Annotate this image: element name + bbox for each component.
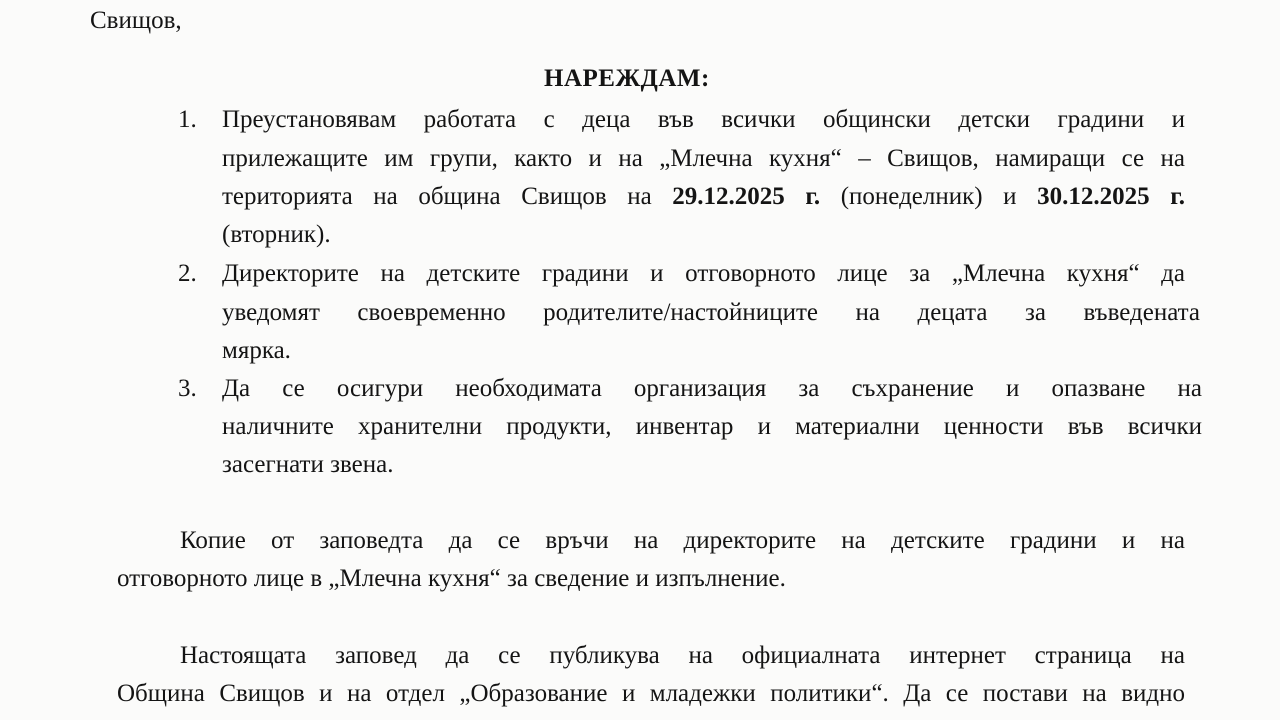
paragraph-line: отговорното лице в „Млечна кухня“ за сведение и изпълнение.: [117, 565, 786, 592]
item-line: Преустановявам работата с деца във всички общински детски градини и: [222, 106, 1185, 133]
item-line: Директорите на детските градини и отговорното лице за „Млечна кухня“ да: [222, 260, 1185, 287]
item-line-with-dates: [222, 184, 1185, 209]
item-text: територията на община Свищов на: [222, 183, 673, 210]
paragraph-line: Настоящата заповед да се публикува на официалната интернет страница на: [180, 642, 1185, 669]
item-line: уведомят своевременно родителите/настойниците на децата за въведената: [222, 299, 1200, 326]
item-line: засегнати звена.: [222, 451, 394, 478]
item-line: мярка.: [222, 337, 291, 364]
item-line: Да се осигури необходимата организация за съхранение и опазване на: [222, 375, 1202, 402]
item-line: прилежащите им групи, както и на „Млечна кухня“ – Свищов, намиращи се на: [222, 145, 1185, 172]
item-text: (понеделник) и: [820, 183, 1038, 210]
item-line: наличните хранителни продукти, инвентар и материални ценности във всички: [222, 413, 1202, 440]
order-title: НАРЕЖДАМ:: [544, 65, 710, 92]
item-number: 3.: [178, 375, 197, 402]
item-number: 2.: [178, 260, 197, 287]
date-highlight: 30.12.2025 г.: [1037, 183, 1185, 210]
paragraph-line: Копие от заповедта да се връчи на директорите на детските градини и на: [180, 527, 1185, 554]
item-line: (вторник).: [222, 221, 331, 248]
date-highlight: 29.12.2025 г.: [672, 183, 821, 210]
paragraph-line: Община Свищов и на отдел „Образование и младежки политики“. Да се постави на видно: [117, 680, 1185, 707]
header-fragment: Свищов,: [90, 7, 182, 34]
item-number: 1.: [178, 106, 197, 133]
